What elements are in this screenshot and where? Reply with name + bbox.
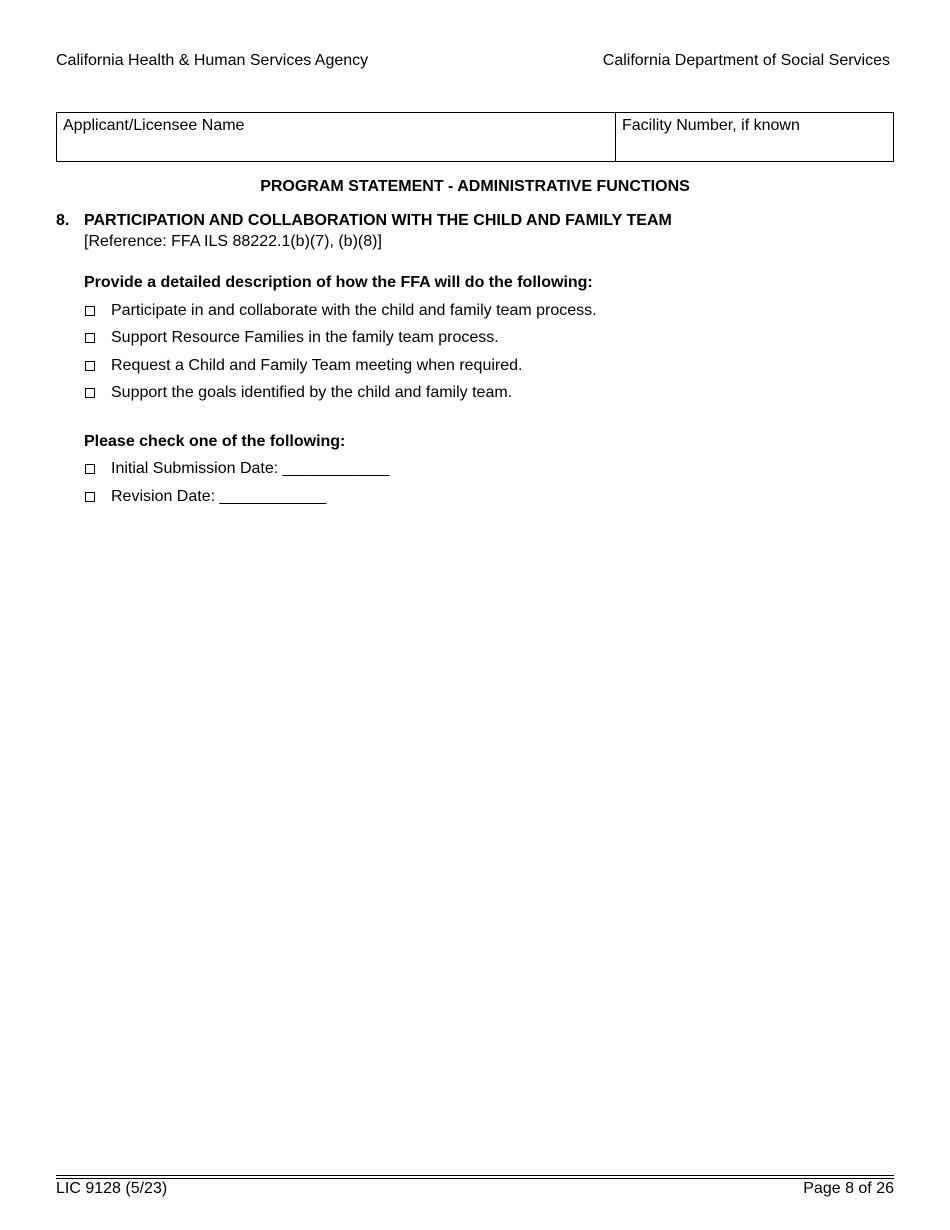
checklist-item bbox=[84, 301, 597, 321]
applicant-name-label: Applicant/Licensee Name bbox=[63, 117, 245, 134]
checklist-item bbox=[84, 356, 522, 376]
footer-divider bbox=[56, 1178, 894, 1179]
footer-divider bbox=[56, 1175, 894, 1176]
checklist-item-label: Support the goals identified by the child and family team. bbox=[111, 384, 513, 401]
facility-number-label: Facility Number, if known bbox=[622, 117, 800, 134]
initial-submission-checkbox[interactable] bbox=[85, 464, 95, 474]
checklist-item-label: Support Resource Families in the family team process. bbox=[111, 329, 499, 346]
checklist-item bbox=[84, 383, 512, 403]
checklist-item bbox=[84, 328, 499, 348]
facility-number-field[interactable] bbox=[616, 113, 893, 161]
form-id: LIC 9128 (5/23) bbox=[56, 1180, 168, 1197]
checklist-item-label: Participate in and collaborate with the child and family team process. bbox=[111, 302, 597, 319]
checkbox[interactable] bbox=[85, 361, 95, 371]
checkbox[interactable] bbox=[85, 388, 95, 398]
header-department: California Department of Social Services bbox=[602, 52, 890, 69]
instructions-heading: Provide a detailed description of how the FFA will do the following: bbox=[84, 274, 593, 291]
page-number: Page 8 of 26 bbox=[803, 1180, 894, 1197]
submission-option-revision bbox=[84, 487, 326, 507]
checkbox[interactable] bbox=[85, 333, 95, 343]
revision-checkbox[interactable] bbox=[85, 492, 95, 502]
item-title: PARTICIPATION AND COLLABORATION WITH THE CHILD AND FAMILY TEAM bbox=[84, 212, 672, 229]
revision-label: Revision Date: ____________ bbox=[111, 488, 327, 505]
checklist-item-label: Request a Child and Family Team meeting when required. bbox=[111, 357, 523, 374]
item-number: 8. bbox=[56, 212, 70, 229]
checkbox[interactable] bbox=[85, 306, 95, 316]
submission-heading: Please check one of the following: bbox=[84, 433, 346, 450]
applicant-info-table bbox=[56, 112, 894, 162]
initial-submission-label: Initial Submission Date: ____________ bbox=[111, 460, 390, 477]
submission-option-initial bbox=[84, 459, 389, 479]
section-title: PROGRAM STATEMENT - ADMINISTRATIVE FUNCTIONS bbox=[260, 178, 690, 195]
header-agency: California Health & Human Services Agency bbox=[56, 52, 369, 69]
item-reference: [Reference: FFA ILS 88222.1(b)(7), (b)(8)] bbox=[84, 233, 382, 250]
applicant-name-field[interactable] bbox=[57, 113, 616, 161]
